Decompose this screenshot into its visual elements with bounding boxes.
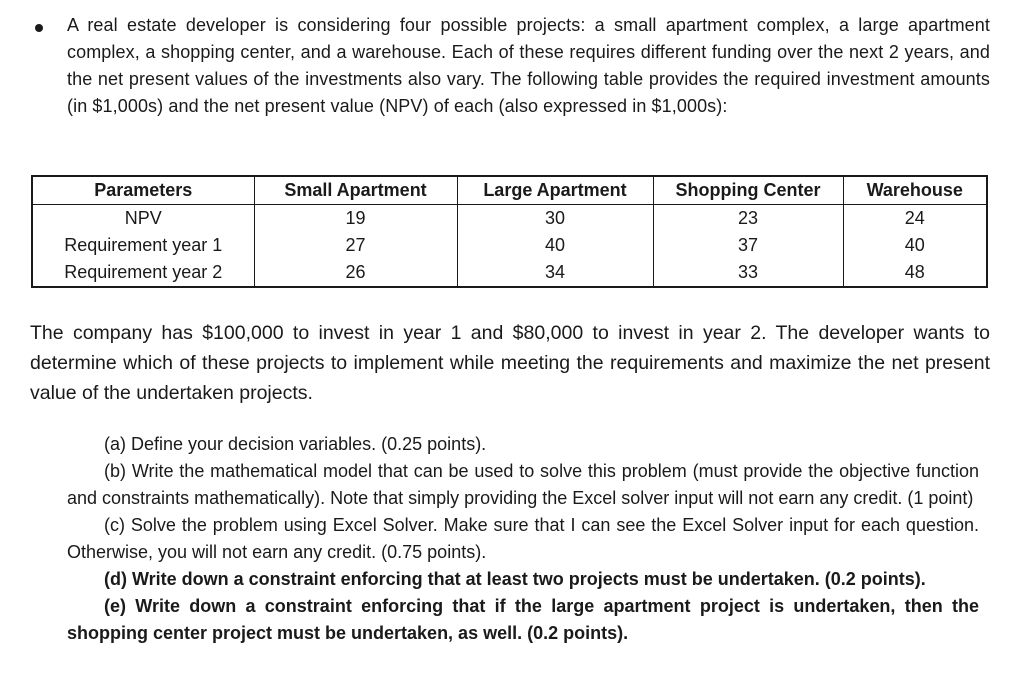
question-c: (c) Solve the problem using Excel Solver. Make sure that I can see the Excel Solver input for each question. Otherwise, you will not earn any credit. (0.75 points). <box>67 515 979 562</box>
table-cell: 23 <box>653 205 843 233</box>
question-e: (e) Write down a constraint enforcing that if the large apartment project is undertaken, then the shopping center project must be undertaken, as well. (0.2 points). <box>67 596 979 643</box>
header-shopping-center: Shopping Center <box>653 176 843 205</box>
bullet-icon <box>35 24 43 32</box>
header-warehouse: Warehouse <box>843 176 987 205</box>
header-parameters: Parameters <box>32 176 254 205</box>
table-cell: 26 <box>254 259 457 287</box>
table-row <box>32 205 987 233</box>
table-cell: 40 <box>843 232 987 259</box>
questions-list <box>67 431 979 647</box>
intro-bullet <box>30 12 990 120</box>
question-d: (d) Write down a constraint enforcing that at least two projects must be undertaken. (0.2 points). <box>104 569 926 589</box>
header-small-apartment: Small Apartment <box>254 176 457 205</box>
table-cell: 30 <box>457 205 653 233</box>
table-header-row <box>32 176 987 205</box>
row-label: Requirement year 2 <box>32 259 254 287</box>
parameters-table <box>31 175 988 288</box>
table-row <box>32 232 987 259</box>
intro-paragraph: A real estate developer is considering four possible projects: a small apartment complex, a large apartment complex, a shopping center, and a warehouse. Each of these requires different funding over the next 2 years, and the net present values of the investments also vary. The following table provides the required investment amounts (in $1,000s) and the net present value (NPV) of each (also expressed in $1,000s): <box>67 15 990 116</box>
table-cell: 24 <box>843 205 987 233</box>
question-a: (a) Define your decision variables. (0.25 points). <box>104 434 487 454</box>
table-cell: 48 <box>843 259 987 287</box>
question-b: (b) Write the mathematical model that can be used to solve this problem (must provide the objective function and constraints mathematically). Note that simply providing the Excel solver input will not earn any credit. (1 point) <box>67 461 979 508</box>
table-cell: 37 <box>653 232 843 259</box>
table-cell: 34 <box>457 259 653 287</box>
table-cell: 40 <box>457 232 653 259</box>
context-paragraph: The company has $100,000 to invest in year 1 and $80,000 to invest in year 2. The developer wants to determine which of these projects to implement while meeting the requirements and maximize the net present value of the undertaken projects. <box>30 322 990 404</box>
row-label: NPV <box>32 205 254 233</box>
table-cell: 19 <box>254 205 457 233</box>
row-label: Requirement year 1 <box>32 232 254 259</box>
table-cell: 27 <box>254 232 457 259</box>
table-cell: 33 <box>653 259 843 287</box>
header-large-apartment: Large Apartment <box>457 176 653 205</box>
table-row <box>32 259 987 287</box>
